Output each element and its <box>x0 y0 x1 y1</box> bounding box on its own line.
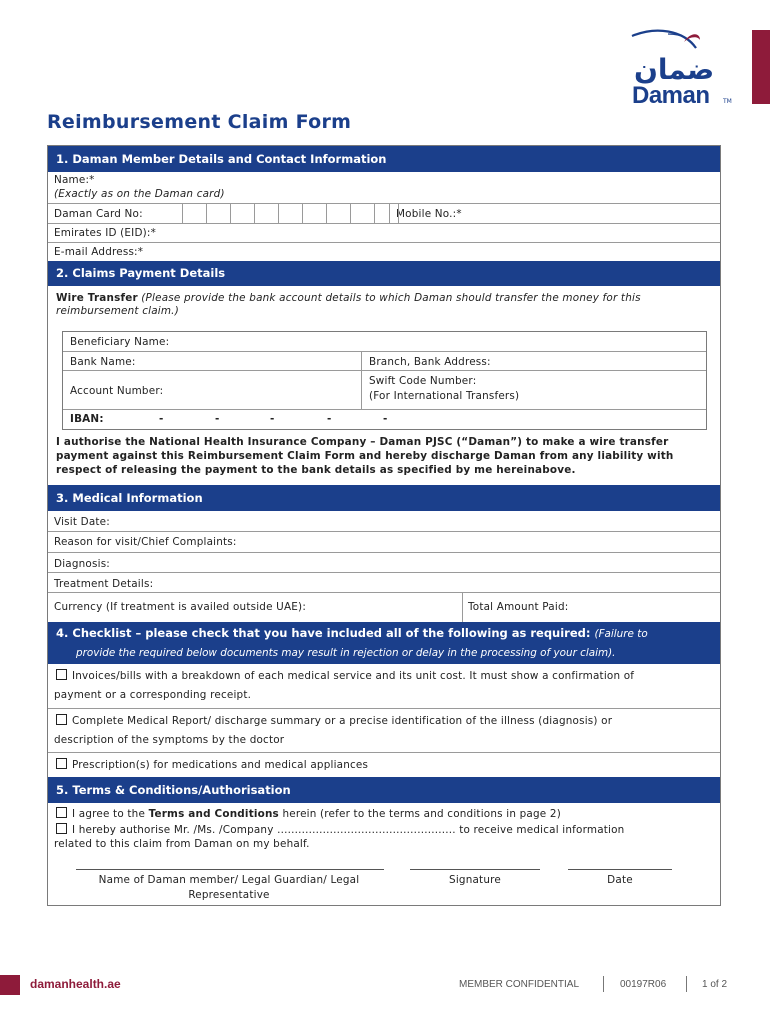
authorise-line-2: related to this claim from Daman on my behalf. <box>54 838 310 850</box>
treatment-row[interactable] <box>48 572 720 592</box>
logo-latin: Daman <box>632 82 710 109</box>
eid-label: Emirates ID (EID):* <box>54 227 156 239</box>
reason-label: Reason for visit/Chief Complaints: <box>54 536 237 548</box>
currency-label: Currency (If treatment is availed outside UAE): <box>54 601 307 613</box>
section-1-header: 1. Daman Member Details and Contact Information <box>48 146 720 172</box>
name-signature-line[interactable] <box>76 869 384 870</box>
authorise-checkbox[interactable] <box>56 823 67 834</box>
reason-row[interactable] <box>48 531 720 552</box>
name-label: Name:* <box>54 174 95 186</box>
prescriptions-text: Prescription(s) for medications and medical appliances <box>72 759 369 771</box>
iban-separator: - <box>327 413 332 425</box>
wire-transfer-text <box>56 292 641 304</box>
visit-date-row[interactable] <box>48 511 720 531</box>
section-5-header: 5. Terms & Conditions/Authorisation <box>48 777 720 803</box>
footer-page-number: 1 of 2 <box>702 979 728 990</box>
branch-label: Branch, Bank Address: <box>369 356 491 368</box>
prescriptions-checkbox[interactable] <box>56 758 67 769</box>
sign-signature-label: Signature <box>449 874 501 886</box>
name-row[interactable] <box>48 172 720 203</box>
footer-confidential: MEMBER CONFIDENTIAL <box>459 979 580 990</box>
medical-report-text-1: Complete Medical Report/ discharge summary or a precise identification of the illness (diagnosis) or <box>72 715 613 727</box>
currency-total-row <box>48 592 720 622</box>
total-amount-label: Total Amount Paid: <box>468 601 569 613</box>
iban-separator: - <box>270 413 275 425</box>
checklist-title: 4. Checklist – please check that you have included all of the following as required: <box>56 626 591 640</box>
iban-separator: - <box>383 413 388 425</box>
card-number-label: Daman Card No: <box>54 208 143 220</box>
iban-separator: - <box>159 413 164 425</box>
claim-form <box>47 145 721 906</box>
eid-row[interactable] <box>48 223 720 242</box>
authorise-line-2: payment against this Reimbursement Claim Form and hereby discharge Daman from any liability with <box>56 450 674 462</box>
bank-name-label: Bank Name: <box>70 356 136 368</box>
agree-terms-checkbox[interactable] <box>56 807 67 818</box>
beneficiary-label: Beneficiary Name: <box>70 336 170 348</box>
iban-label: IBAN: <box>70 413 104 425</box>
daman-logo <box>628 28 732 109</box>
swift-label: Swift Code Number: <box>369 375 477 387</box>
name-hint: (Exactly as on the Daman card) <box>54 188 225 200</box>
wire-transfer-note-2: reimbursement claim.) <box>56 305 179 317</box>
email-label: E-mail Address:* <box>54 246 144 258</box>
swift-note: (For International Transfers) <box>369 390 520 402</box>
footer-brand-mark <box>0 975 20 995</box>
date-line[interactable] <box>568 869 672 870</box>
account-number-label: Account Number: <box>70 385 164 397</box>
signature-line[interactable] <box>410 869 540 870</box>
invoices-checkbox[interactable] <box>56 669 67 680</box>
logo-arabic: ضمان <box>634 53 715 86</box>
card-number-boxes[interactable] <box>182 204 422 223</box>
invoices-text-2: payment or a corresponding receipt. <box>54 689 252 701</box>
diagnosis-row[interactable] <box>48 552 720 572</box>
checklist-note-2: provide the required below documents may result in rejection or delay in the processing of your claim). <box>76 647 616 659</box>
authorise-line-3: respect of releasing the payment to the bank details as specified by me hereinabove. <box>56 464 576 476</box>
medical-report-text-2: description of the symptoms by the doctor <box>54 734 285 746</box>
checklist-item-prescriptions[interactable] <box>48 752 720 777</box>
section-3-header: 3. Medical Information <box>48 485 720 511</box>
agree-terms-line: I agree to the Terms and Conditions herein (refer to the terms and conditions in page 2) <box>56 807 561 820</box>
wire-transfer-title: Wire Transfer <box>56 292 138 304</box>
form-title: Reimbursement Claim Form <box>47 111 352 133</box>
sign-name-label-1: Name of Daman member/ Legal Guardian/ Legal <box>98 874 360 886</box>
sign-date-label: Date <box>607 874 633 886</box>
iban-separator: - <box>215 413 220 425</box>
medical-report-checkbox[interactable] <box>56 714 67 725</box>
checklist-item-invoices[interactable] <box>48 664 720 708</box>
footer-website: damanhealth.ae <box>30 977 121 991</box>
treatment-label: Treatment Details: <box>54 578 154 590</box>
checklist-item-medical-report[interactable] <box>48 708 720 752</box>
authorise-line: I hereby authorise Mr. /Ms. /Company ................................................... to receive medical information <box>56 823 624 836</box>
section-2-header: 2. Claims Payment Details <box>48 261 720 286</box>
visit-date-label: Visit Date: <box>54 516 110 528</box>
bank-details-table <box>62 331 707 430</box>
terms-link[interactable]: Terms and Conditions <box>148 808 279 820</box>
section-4-header <box>48 622 720 664</box>
sign-name-label-2: Representative <box>188 889 270 901</box>
brand-side-bar <box>752 30 770 104</box>
authorise-line-1: I authorise the National Health Insurance Company – Daman PJSC (“Daman”) to make a wire transfer <box>56 436 669 448</box>
mobile-label: Mobile No.:* <box>396 208 462 220</box>
checklist-note-1: (Failure to <box>594 628 648 640</box>
diagnosis-label: Diagnosis: <box>54 558 111 570</box>
logo-trademark: TM <box>723 98 732 105</box>
wire-transfer-note-1: (Please provide the bank account details to which Daman should transfer the money for this <box>141 292 641 304</box>
email-row[interactable] <box>48 242 720 261</box>
footer-form-code: 00197R06 <box>620 979 667 990</box>
invoices-text-1: Invoices/bills with a breakdown of each medical service and its unit cost. It must show a confirmation of <box>72 670 635 682</box>
